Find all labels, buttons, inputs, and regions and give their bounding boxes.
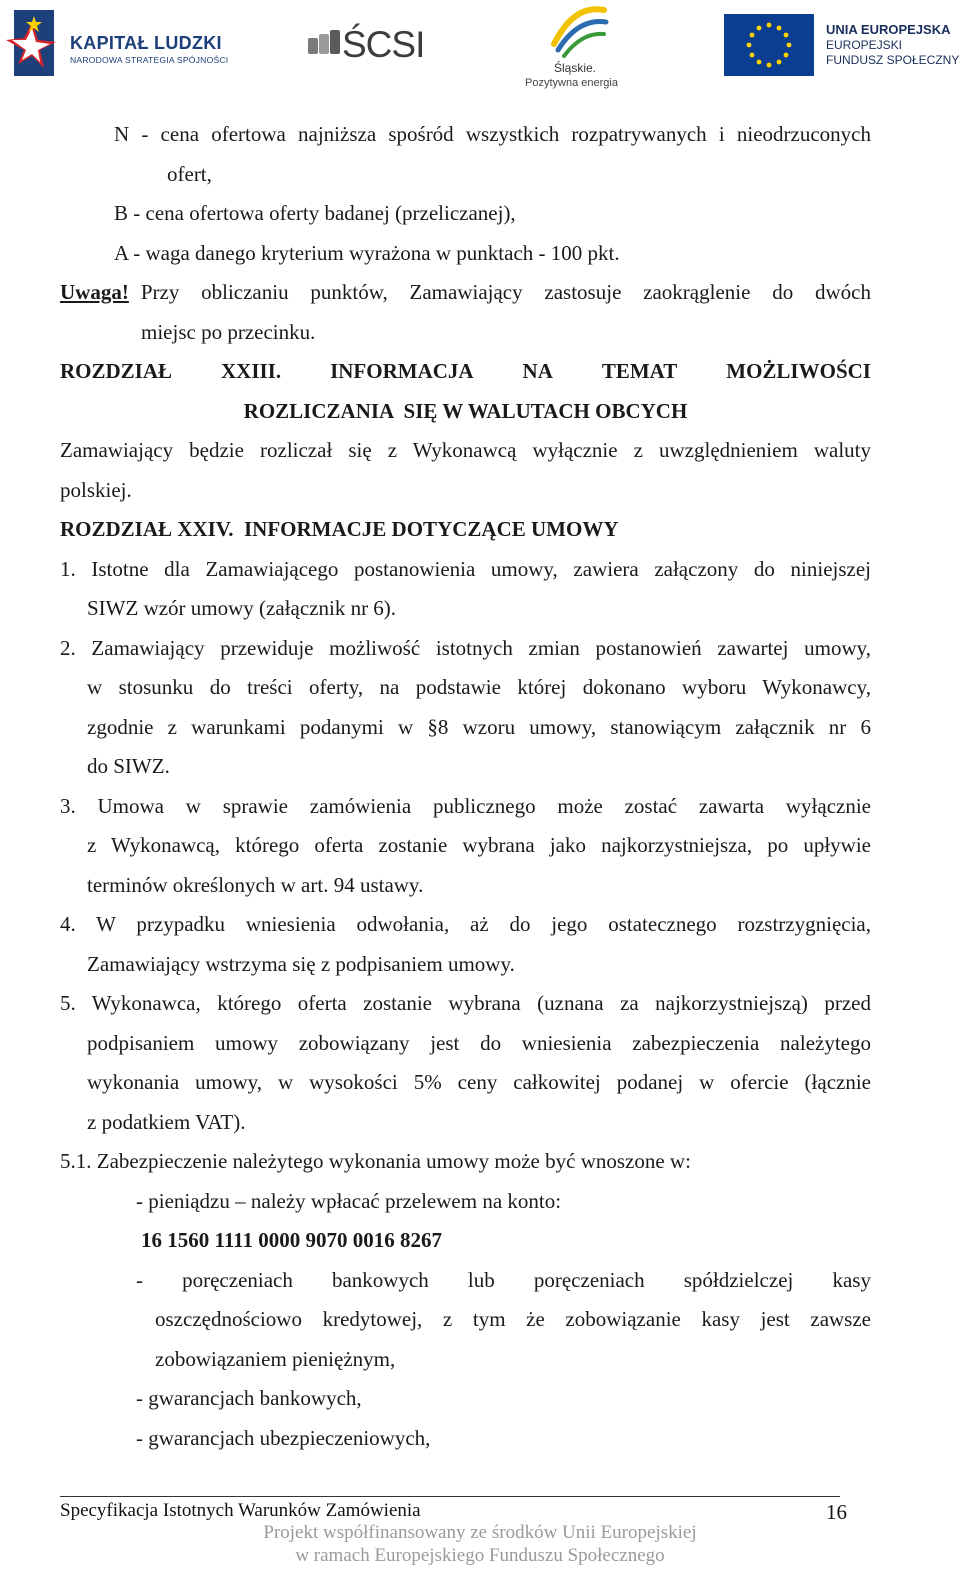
footer-cofund-line-1: Projekt współfinansowany ze środków Unii Europejskiej [263,1522,697,1543]
bank-account-number: 16 1560 1111 0000 9070 0016 8267 [141,1228,443,1252]
chapter-23-word: MOŻLIWOŚCI [726,359,871,383]
eu-line-1: UNIA EUROPEJSKA [826,22,951,37]
item-2-line-1: 2. Zamawiający przewiduje możliwość istotnych zmian postanowień zawartej umowy, [60,636,871,660]
item-5-line-2: podpisaniem umowy zobowiązany jest do wniesienia zabezpieczenia należytego [87,1031,871,1055]
guarantee-word: poręczeniach [182,1268,293,1292]
item-2-line-3: zgodnie z warunkami podanymi w §8 wzoru umowy, stanowiącym załącznik nr 6 [87,715,871,739]
item-1-line-1: 1. Istotne dla Zamawiającego postanowienia umowy, zawiera załączony do niniejszej [60,557,871,581]
a-definition: A - waga danego kryterium wyrażona w punktach - 100 pkt. [114,241,620,265]
footer-document-title: Specyfikacja Istotnych Warunków Zamówienia [60,1500,421,1521]
chapter-23-text-line-1: Zamawiający będzie rozliczał się z Wykonawcą wyłącznie z uwzględnieniem waluty [60,438,871,462]
scsi-blocks-icon [308,28,342,62]
kapital-ludzki-title: KAPITAŁ LUDZKI [70,33,222,53]
scsi-logo [308,22,443,66]
eu-flag-icon [724,14,814,76]
chapter-23-word: NA [522,359,553,383]
guarantee-option-line-3: zobowiązaniem pieniężnym, [155,1347,396,1371]
chapter-23-text-line-2: polskiej. [60,478,132,502]
guarantee-word: - [136,1268,143,1292]
uwaga-text: Przy obliczaniu punktów, Zamawiający zastosuje zaokrąglenie do dwóch [140,280,871,304]
guarantee-word: poręczeniach [533,1268,645,1292]
item-3-line-2: z Wykonawcą, którego oferta zostanie wybrana jako najkorzystniejsza, po upływie [87,833,871,857]
chapter-23-word: XXIII. [221,359,282,383]
item-1-line-2: SIWZ wzór umowy (załącznik nr 6). [87,596,397,620]
insurance-guarantee-option: - gwarancjach ubezpieczeniowych, [136,1426,431,1450]
eu-line-2: EUROPEJSKI [826,38,903,52]
kapital-ludzki-subtitle: NARODOWA STRATEGIA SPÓJNOŚCI [70,55,229,65]
slaskie-name: Śląskie. [554,61,597,75]
guarantee-word: spółdzielczej [683,1268,794,1292]
n-definition-line-1: N - cena ofertowa najniższa spośród wszystkich rozpatrywanych i nieodrzuconych [114,122,871,146]
slaskie-tagline: Pozytywna energia [525,77,618,89]
eu-logo [724,14,960,78]
kapital-ludzki-logo [6,10,246,80]
item-4-line-2: Zamawiający wstrzyma się z podpisaniem umowy. [87,952,515,976]
eu-line-3: FUNDUSZ SPOŁECZNY [826,53,960,67]
chapter-23-word: ROZDZIAŁ [60,359,173,383]
guarantee-word: kasy [832,1268,871,1292]
uwaga-line-2: miejsc po przecinku. [141,320,316,344]
item-2-line-4: do SIWZ. [87,754,170,778]
footer-cofund-line-2: w ramach Europejskiego Funduszu Społecznego [295,1545,665,1566]
scsi-wordmark: ŚCSI [342,24,425,65]
guarantee-word: bankowych [331,1268,429,1292]
item-5-line-3: wykonania umowy, w wysokości 5% ceny całkowitej podanej w ofercie (łącznie [87,1070,871,1094]
item-5-line-1: 5. Wykonawca, którego oferta zostanie wybrana (uznana za najkorzystniejszą) przed [60,991,871,1015]
guarantee-option-line-1 [136,1267,871,1293]
chapter-23-heading [60,358,871,384]
kapital-ludzki-emblem-icon [6,10,66,80]
header-logos [0,0,960,100]
item-2-line-2: w stosunku do treści oferty, na podstawie której dokonano wyboru Wykonawcy, [87,675,871,699]
item-5-line-4: z podatkiem VAT). [87,1110,246,1134]
slaskie-logo [520,4,635,96]
cash-option: - pieniądzu – należy wpłacać przelewem na konto: [136,1189,562,1213]
chapter-24-heading: ROZDZIAŁ XXIV. INFORMACJE DOTYCZĄCE UMOWY [60,517,619,541]
page-number: 16 [826,1500,847,1524]
footer-divider [60,1496,840,1497]
slaskie-swirl-icon [544,4,614,60]
uwaga-line [60,279,871,305]
bank-guarantee-option: - gwarancjach bankowych, [136,1386,362,1410]
n-definition-line-2: ofert, [167,162,212,186]
chapter-23-word: TEMAT [601,359,678,383]
item-4-line-1: 4. W przypadku wniesienia odwołania, aż do jego ostatecznego rozstrzygnięcia, [60,912,871,936]
item-3-line-3: terminów określonych w art. 94 ustawy. [87,873,424,897]
guarantee-word: lub [467,1268,495,1292]
guarantee-option-line-2: oszczędnościowo kredytowej, z tym że zobowiązanie kasy jest zawsze [155,1307,871,1331]
chapter-23-word: INFORMACJA [330,359,474,383]
item-5-1: 5.1. Zabezpieczenie należytego wykonania umowy może być wnoszone w: [60,1149,691,1173]
item-3-line-1: 3. Umowa w sprawie zamówienia publicznego może zostać zawarta wyłącznie [60,794,871,818]
uwaga-label: Uwaga! [60,280,129,304]
b-definition: B - cena ofertowa oferty badanej (przeliczanej), [114,201,516,225]
chapter-23-heading-line-2: ROZLICZANIA SIĘ W WALUTACH OBCYCH [243,399,688,423]
